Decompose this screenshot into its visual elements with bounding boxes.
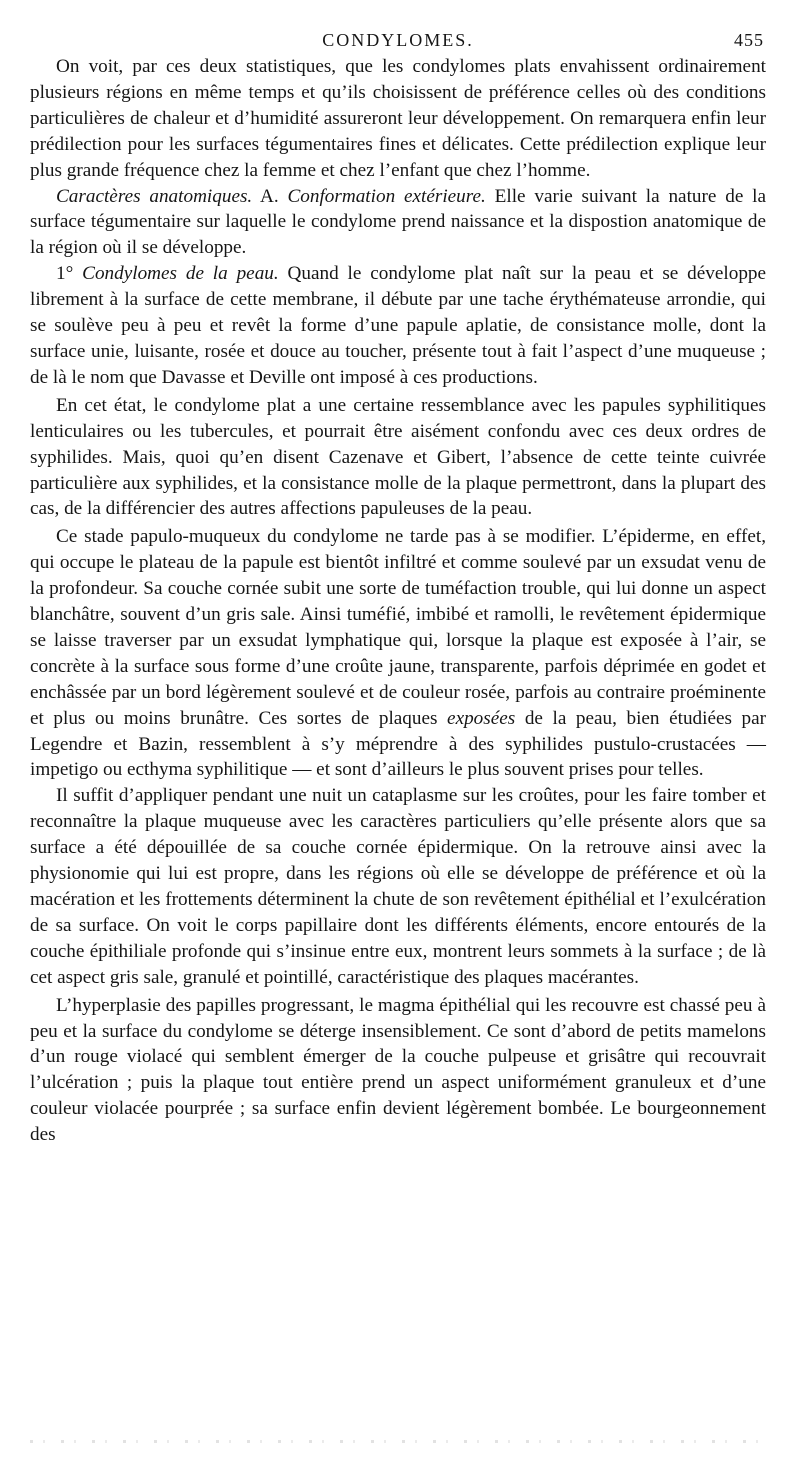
paragraph-skin-condylomas xyxy=(30,261,766,391)
section-heading-anatomical: Caractères anatomiques. xyxy=(56,185,253,207)
paragraph-anatomical-characters xyxy=(30,184,766,262)
item-number: 1° xyxy=(56,263,74,285)
paragraph-papulo-mucous-stage xyxy=(30,524,766,783)
page-body xyxy=(30,54,766,1148)
page-number: 455 xyxy=(734,30,764,50)
paragraph-statistics: On voit, par ces deux statistiques, que les condylomes plats envahissent ordinairement plusieurs régions en même temps et qu’ils choisissent de préférence celles où des conditions particulières de chaleur et d’humidité assureront leur développement. On remarquera enfin leur prédilection pour les surfaces tégumentaires fines et délicates. Cette prédilection explique leur plus grande fréquence chez la femme et chez l’enfant que chez l’homme. xyxy=(30,56,766,181)
paragraph-resemblance: En cet état, le condylome plat a une certaine ressemblance avec les papules syphilitiques lenticulaires ou les tubercules, et pourrait être aisément confondu avec ces deux ordres de syphilides. Mais, quoi qu’en disent Cazenave et Gibert, l’absence de cette teinte cuivrée particulière aux syphilides, et la consistance molle de la plaque permettront, dans la plupart des cas, de la différencier des autres affections papuleuses de la peau. xyxy=(30,394,766,520)
running-title: CONDYLOMES. xyxy=(322,30,474,50)
paragraph-text: de la peau, bien étudiées par Legendre et Bazin, ressemblent à s’y méprendre à des syphilides pustulo-crustacées — impetigo ou ecthyma syphilitique — et sont d’ailleurs le plus souvent prises pour telles. xyxy=(30,707,767,781)
emphasis-exposed: exposées xyxy=(447,707,516,729)
paragraph-hyperplasia: L’hyperplasie des papilles progressant, le magma épithélial qui les recouvre est chassé peu à peu et la surface du condylome se déterge insensiblement. Ce sont d’abord de petits mamelons d’un rouge violacé qui semblent émerger de la couche pulpeuse et grisâtre qui recouvrait l’ulcération ; puis la plaque tout entière prend un aspect uniformément granuleux et d’une couleur violacée pourprée ; sa surface enfin devient légèrement bombée. Le bourgeonnement des xyxy=(30,994,766,1146)
paragraph-cataplasm: Il suffit d’appliquer pendant une nuit un cataplasme sur les croûtes, pour les faire tomber et reconnaître la plaque muqueuse avec les caractères particuliers qu’elle présente alors que sa surface a été dépouillée de sa couche cornée épidermique. On la retrouve ainsi avec la physionomie qui lui est propre, dans les régions où elle se développe de préférence et où la macération et les frottements déterminent la chute de son revêtement épithélial et l’exulcération de sa surface. On voit le corps papillaire dont les différents éléments, encore entourés de la couche épithiliale profonde qui s’insinue entre eux, montrent leurs sommets à la surface ; de là cet aspect gris sale, granulé et pointillé, caractéristique des plaques macérantes. xyxy=(30,785,766,988)
subsection-heading-skin: Condylomes de la peau. xyxy=(82,263,279,285)
paragraph-text: Quand le condylome plat naît sur la peau et se développe librement à la surface de cette membrane, il débute par une tache érythémateuse arrondie, qui se soulève peu à peu et revêt la forme d’une papule aplatie, de consistance molle, dont la surface unie, luisante, rosée et douce au toucher, présente tout à fait l’aspect d’une muqueuse ; de là le nom que Davasse et Deville ont imposé à ces productions. xyxy=(30,263,767,388)
section-label-a: A. xyxy=(260,185,279,207)
paragraph-text: Elle varie suivant la nature de la surface tégumentaire sur laquelle le condylome prend naissance et la dispostion anatomique de la région où il se développe. xyxy=(30,185,766,259)
paragraph-text: Ce stade papulo-muqueux du condylome ne tarde pas à se modifier. L’épiderme, en effet, qui occupe le plateau de la papule est bientôt infiltré et comme soulevé par un exsudat venu de la profondeur. Sa couche cornée subit une sorte de tuméfaction trouble, qui lui donne un aspect blanchâtre, souvent d’un gris sale. Ainsi tuméfié, imbibé et ramolli, le revêtement épidermique se laisse traverser par un exsudat lymphatique qui, lorsque la plaque est exposée à l’air, se concrète à la surface sous forme d’une croûte jaune, transparente, parfois déprimée en godet et enchâssée par un bord légèrement soulevé et de couleur rosée, parfois au contraire proéminente et plus ou moins brunâtre. Ces sortes de plaques xyxy=(30,526,766,729)
book-page xyxy=(30,20,766,1148)
running-header xyxy=(30,20,766,54)
subsection-heading-conformation: Conformation extérieure. xyxy=(287,185,486,207)
scan-noise-line xyxy=(30,1440,766,1443)
